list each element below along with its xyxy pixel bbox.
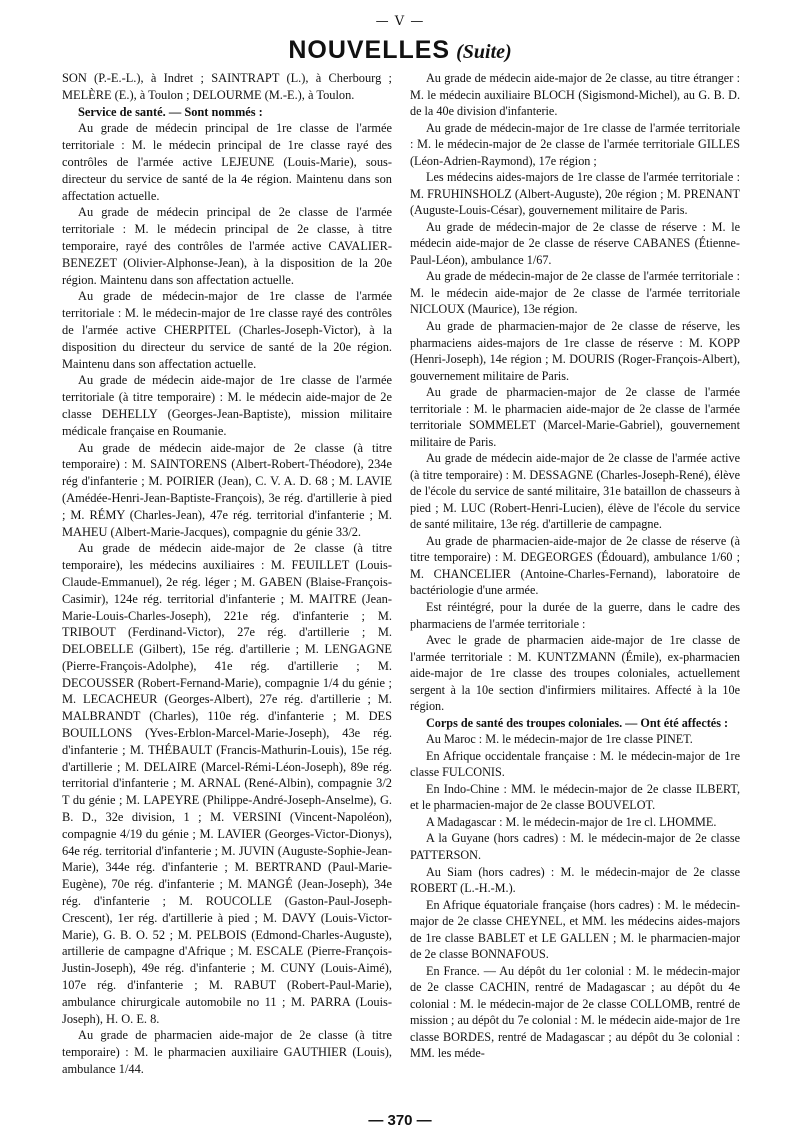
paragraph: Au grade de pharmacien-aide-major de 2e classe de réserve (à titre temporaire) : M. DEGEORGES (Édouard), ambulance 1/60 ; M. CHANCELIER (Antoine-Charles-Fernand), laboratoire de bactériologie d'une armée. bbox=[410, 533, 740, 598]
page-subtitle: (Suite) bbox=[456, 41, 512, 63]
paragraph: Au grade de médecin aide-major de 2e classe de l'armée active (à titre temporaire) : M. DESSAGNE (Charles-Joseph-René), élève de l'école du service de santé militaire, 31e bataillon de chasseurs à pied ; M. LUC (Robert-Henri-Lucien), élève de l'école du service de santé militaire, 13e rég. d'artillerie de campagne. bbox=[410, 451, 740, 532]
paragraph: Au Siam (hors cadres) : M. le médecin-major de 2e classe ROBERT (L.-H.-M.). bbox=[410, 864, 740, 896]
paragraph: Au grade de médecin aide-major de 1re classe de l'armée territoriale (à titre temporaire) : M. le médecin aide-major de 2e classe DEHELLY (Georges-Jean-Baptiste), mission militaire médicale française en Roumanie. bbox=[62, 373, 392, 438]
section-folio: — V — bbox=[375, 14, 425, 29]
paragraph: Au grade de pharmacien aide-major de 2e classe (à titre temporaire) : M. le pharmacien auxiliaire GAUTHIER (Louis), ambulance 1/44. bbox=[62, 1028, 392, 1077]
paragraph: Au grade de médecin principal de 1re classe de l'armée territoriale : M. le médecin principal de 1re classe rayé des contrôles de l'armée active LEJEUNE (Louis-Marie), sous-directeur du service de santé de la 4e région. Maintenu dans son affectation actuelle. bbox=[62, 121, 392, 203]
paragraph: Au grade de pharmacien-major de 2e classe de l'armée territoriale : M. le pharmacien aide-major de 2e classe de l'armée territoriale SOMMELET (Marcel-Marie-Gabriel), gouvernement militaire de Paris. bbox=[410, 385, 740, 449]
paragraph: A Madagascar : M. le médecin-major de 1re cl. LHOMME. bbox=[426, 814, 717, 829]
paragraph: SON (P.-E.-L.), à Indret ; SAINTRAPT (L.), à Cherbourg ; MELÈRE (E.), à Toulon ; DELOURME (M.-E.), à Toulon. bbox=[62, 71, 392, 102]
paragraph: Au grade de médecin-major de 2e classe de l'armée territoriale : M. le médecin aide-major de 2e classe de l'armée territoriale NICLOUX (Maurice), 13e région. bbox=[410, 269, 740, 317]
paragraph: Est réintégré, pour la durée de la guerre, dans le cadre des pharmaciens de l'armée territoriale : bbox=[410, 600, 740, 631]
paragraph: Au grade de médecin aide-major de 2e classe, au titre étranger : M. le médecin auxiliaire BLOCH (Sigismond-Michel), au G. B. D. de la 40e division d'infanterie. bbox=[410, 71, 740, 119]
paragraph: Au grade de médecin-major de 1re classe de l'armée territoriale : M. le médecin-major de 1re classe rayé des contrôles de l'armée active CHERPITEL (Charles-Joseph-Victor), à la disposition du directeur du service de santé de la 20e région. Maintenu dans son affectation actuelle. bbox=[62, 289, 392, 371]
paragraph: En Afrique équatoriale française (hors cadres) : M. le médecin-major de 2e classe CHEYNEL, et MM. les médecins aides-majors de 1re classe BABLET et LE GALLEN ; M. le pharmacien-major de 2e classe BONNAFOUS. bbox=[410, 897, 740, 962]
paragraph: Avec le grade de pharmacien aide-major de 1re classe de l'armée territoriale : M. KUNTZMANN (Émile), ex-pharmacien aide-major de 1re classe des troupes coloniales, actuellement sergent à la 10e section d'infirmiers militaires. Affecté à la 10e région. bbox=[410, 633, 740, 714]
paragraph: Au grade de médecin-major de 2e classe de réserve : M. le médecin aide-major de 2e classe de réserve CABANES (Étienne-Paul-Léon), ambulance 1/67. bbox=[410, 219, 740, 267]
paragraph: En France. — Au dépôt du 1er colonial : M. le médecin-major de 2e classe CACHIN, rentré de Madagascar ; au dépôt du 4e colonial : M. le médecin-major de 2e classe COLLOMB, rentré de mission ; au dépôt du 7e colonial : M. le médecin aide-major de 1re classe BORDES, rentré de Madagascar ; au dépôt du 3e colonial : MM. les méde- bbox=[410, 963, 740, 1061]
paragraph: Au grade de médecin principal de 2e classe de l'armée territoriale : M. le médecin principal de 2e classe, à titre temporaire, rayé des contrôles de l'armée active CAVALIER-BENEZET (Olivier-Alphonse-Jean), à la disposition de la 20e région. Maintenu dans son affectation actuelle. bbox=[62, 205, 392, 287]
section-heading-service-de-sante: Service de santé. — Sont nommés : bbox=[78, 104, 263, 119]
section-heading-troupes-coloniales: Corps de santé des troupes coloniales. — Ont été affectés : bbox=[426, 715, 729, 730]
page-number: — 370 — bbox=[368, 1112, 432, 1129]
paragraph: Au Maroc : M. le médecin-major de 1re classe PINET. bbox=[426, 732, 693, 747]
paragraph: En Indo-Chine : MM. le médecin-major de 2e classe ILBERT, et le pharmacien-major de 2e classe BOUVELOT. bbox=[410, 781, 740, 813]
right-column bbox=[410, 70, 740, 1100]
paragraph: Au grade de médecin aide-major de 2e classe (à titre temporaire), les médecins auxiliaires : M. FEUILLET (Louis-Claude-Emmanuel), 2e rég. léger ; M. GABEN (Blaise-François-Casimir), 124e rég. territorial d'infanterie ; M. MAITRE (Jean-Marie-Louis-Charles-Joseph), 221e rég. d'infanterie ; M. TRIBOUT (Ferdinand-Victor), 27e rég. d'artillerie ; M. DELOBELLE (Gilbert), 15e rég. d'artillerie ; M. LENGAGNE (Pierre-François-Adolphe), 41e rég. d'artillerie ; M. DECOUSSER (Robert-Fernand-Marie), compagnie 1/4 du génie ; M. LECACHEUR (Georges-Albert), 27e rég. d'artillerie ; M. MALBRANDT (Charles), 110e rég. d'infanterie ; M. DES BOUILLONS (Yves-Erblon-Marcel-Marie-Joseph), 43e rég. d'infanterie ; M. THÉBAULT (Francis-Mathurin-Louis), 15e rég. d'artillerie ; M. DELAIRE (Marcel-Rémi-Léon-Joseph), 89e rég. territorial d'infanterie ; M. ARNAL (René-Albin), compagnie 3/2 T du génie ; M. LAPEYRE (Philippe-André-Joseph-Anselme), G. B. D., 32e division, 1 ; M. VERSINI (Vincent-Napoléon), compagnie 4/19 du génie ; M. LAVIER (Georges-Victor-Dionys), 64e rég. territorial d'infanterie ; M. JUVIN (Auguste-Sophie-Jean-Marie), 344e rég. d'infanterie ; M. BERTRAND (Paul-Marie-Eugène), 70e rég. d'infanterie ; M. MANGÉ (Jean-Joseph), 34e rég. d'infanterie ; M. ROUCOLLE (Gaston-Paul-Joseph-Crescent), 1er rég. d'artillerie à pied ; M. DAVY (Louis-Victor-Marie), G. B. O. 52 ; M. PELBOIS (Edmond-Charles-Auguste), artillerie de campagne d'Afrique ; M. ESCALE (Pierre-François-Justin-Joseph), 49e rég. d'infanterie ; M. CUNY (Louis-Aimé), 107e rég. d'infanterie ; M. RABUT (Robert-Paul-Marie), ambulance chirurgicale automobile no 11 ; M. PARRA (Louis-Joseph), H. O. E. 8. bbox=[62, 541, 392, 1026]
left-column bbox=[62, 70, 392, 1100]
page-heading bbox=[0, 36, 800, 65]
paragraph: Les médecins aides-majors de 1re classe de l'armée territoriale : M. FRUHINSHOLZ (Albert-Auguste), 20e région ; M. PRENANT (Auguste-Louis-César), gouvernement militaire de Paris. bbox=[410, 170, 740, 218]
page-title: NOUVELLES bbox=[288, 36, 451, 64]
paragraph: A la Guyane (hors cadres) : M. le médecin-major de 2e classe PATTERSON. bbox=[410, 831, 740, 862]
paragraph: En Afrique occidentale française : M. le médecin-major de 1re classe FULCONIS. bbox=[410, 748, 740, 780]
paragraph: Au grade de médecin-major de 1re classe de l'armée territoriale : M. le médecin-major de 2e classe de l'armée territoriale GILLES (Léon-Adrien-Raymond), 17e région ; bbox=[410, 120, 740, 168]
paragraph: Au grade de médecin aide-major de 2e classe (à titre temporaire) : M. SAINTORENS (Albert-Robert-Théodore), 234e rég d'infanterie ; M. POIRIER (Jean), C. V. A. D. 68 ; M. LAVIE (Amédée-Henri-Jean-Baptiste-François), 3e rég. d'artillerie à pied ; M. RÉMY (Charles-Jean), 47e rég. territorial d'infanterie ; M. MAHEU (Albert-Marie-Jacques), compagnie du génie 33/2. bbox=[62, 440, 392, 539]
paragraph: Au grade de pharmacien-major de 2e classe de réserve, les pharmaciens aides-majors de 1re classe de réserve : M. KOPP (Henri-Joseph), 14e région ; M. DOURIS (Roger-François-Albert), gouvernement militaire de Paris. bbox=[410, 318, 740, 383]
